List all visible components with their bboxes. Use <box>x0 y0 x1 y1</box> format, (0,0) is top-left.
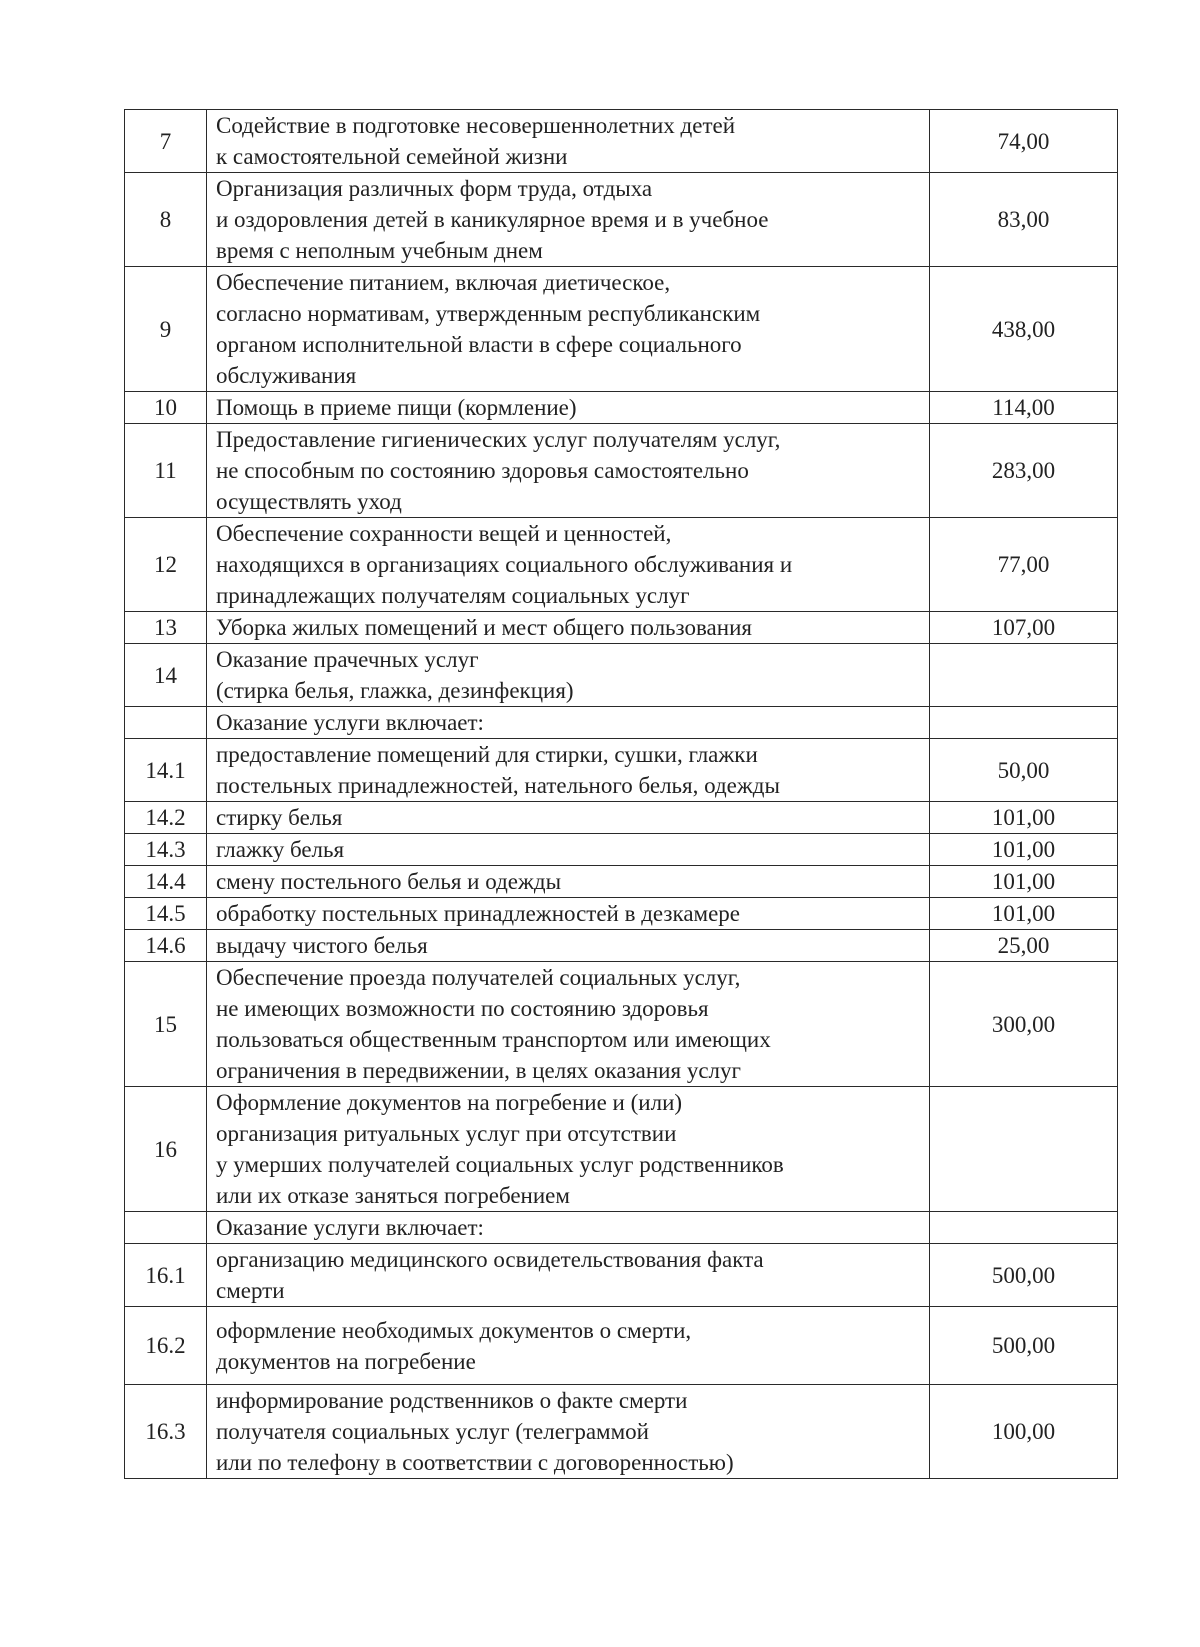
description-line: стирку белья <box>216 805 343 830</box>
table-row <box>125 834 1118 866</box>
price-cell: 25,00 <box>930 930 1118 962</box>
description-line: органом исполнительной власти в сфере социального <box>216 332 742 357</box>
price-cell <box>930 1212 1118 1244</box>
price-cell: 77,00 <box>930 518 1118 612</box>
description-line: (стирка белья, глажка, дезинфекция) <box>216 678 574 703</box>
description-line: осуществлять уход <box>216 489 402 514</box>
service-description-cell <box>207 898 930 930</box>
description-line: смену постельного белья и одежды <box>216 869 562 894</box>
table-row <box>125 802 1118 834</box>
description-line: Оказание услуги включает: <box>216 710 484 735</box>
description-line: ограничения в передвижении, в целях оказания услуг <box>216 1058 741 1083</box>
service-description-cell <box>207 110 930 173</box>
description-line: организацию медицинского освидетельствования факта <box>216 1247 764 1272</box>
table-row <box>125 739 1118 802</box>
service-description-cell <box>207 962 930 1087</box>
item-number-cell: 14.4 <box>125 866 207 898</box>
table-row <box>125 930 1118 962</box>
description-line: организация ритуальных услуг при отсутствии <box>216 1121 677 1146</box>
item-number-cell <box>125 707 207 739</box>
description-line: обработку постельных принадлежностей в дезкамере <box>216 901 741 926</box>
service-description-cell <box>207 267 930 392</box>
item-number-cell: 16 <box>125 1087 207 1212</box>
description-line: не способным по состоянию здоровья самостоятельно <box>216 458 749 483</box>
item-number-cell: 15 <box>125 962 207 1087</box>
price-cell: 101,00 <box>930 834 1118 866</box>
service-description-cell <box>207 707 930 739</box>
price-cell: 107,00 <box>930 612 1118 644</box>
item-number-cell: 14 <box>125 644 207 707</box>
description-line: получателя социальных услуг (телеграммой <box>216 1419 649 1444</box>
item-number-cell: 11 <box>125 424 207 518</box>
description-line: Обеспечение питанием, включая диетическое, <box>216 270 671 295</box>
description-line: Содействие в подготовке несовершеннолетних детей <box>216 113 736 138</box>
table-row <box>125 1307 1118 1385</box>
price-cell: 283,00 <box>930 424 1118 518</box>
table-row <box>125 518 1118 612</box>
item-number-cell: 14.3 <box>125 834 207 866</box>
table-row <box>125 612 1118 644</box>
table-row <box>125 1087 1118 1212</box>
service-description-cell <box>207 518 930 612</box>
description-line: Оформление документов на погребение и (или) <box>216 1090 683 1115</box>
table-row <box>125 392 1118 424</box>
price-cell <box>930 1087 1118 1212</box>
item-number-cell: 10 <box>125 392 207 424</box>
table-row <box>125 1244 1118 1307</box>
item-number-cell: 14.6 <box>125 930 207 962</box>
description-line: постельных принадлежностей, нательного белья, одежды <box>216 773 780 798</box>
price-cell: 83,00 <box>930 173 1118 267</box>
description-line: информирование родственников о факте смерти <box>216 1388 688 1413</box>
item-number-cell: 14.1 <box>125 739 207 802</box>
description-line: согласно нормативам, утвержденным республиканским <box>216 301 761 326</box>
table-row <box>125 173 1118 267</box>
item-number-cell: 8 <box>125 173 207 267</box>
description-line: смерти <box>216 1278 285 1303</box>
price-cell: 300,00 <box>930 962 1118 1087</box>
table-row <box>125 898 1118 930</box>
service-description-cell <box>207 1244 930 1307</box>
table-row <box>125 707 1118 739</box>
description-line: обслуживания <box>216 363 357 388</box>
table-row <box>125 866 1118 898</box>
description-line: Оказание услуги включает: <box>216 1215 484 1240</box>
description-line: Организация различных форм труда, отдыха <box>216 176 653 201</box>
table-row <box>125 1385 1118 1479</box>
item-number-cell: 16.3 <box>125 1385 207 1479</box>
service-description-cell <box>207 930 930 962</box>
service-description-cell <box>207 834 930 866</box>
description-line: или по телефону в соответствии с договоренностью) <box>216 1450 734 1475</box>
description-line: принадлежащих получателям социальных услуг <box>216 583 690 608</box>
description-line: Предоставление гигиенических услуг получателям услуг, <box>216 427 781 452</box>
price-cell <box>930 707 1118 739</box>
description-line: Обеспечение сохранности вещей и ценностей, <box>216 521 672 546</box>
description-line: у умерших получателей социальных услуг родственников <box>216 1152 784 1177</box>
service-description-cell <box>207 644 930 707</box>
table-row <box>125 267 1118 392</box>
description-line: оформление необходимых документов о смерти, <box>216 1317 692 1343</box>
tariff-table <box>124 109 1118 1479</box>
item-number-cell: 13 <box>125 612 207 644</box>
description-line: выдачу чистого белья <box>216 933 428 958</box>
service-description-cell <box>207 612 930 644</box>
description-line: Обеспечение проезда получателей социальных услуг, <box>216 965 741 990</box>
service-description-cell <box>207 1087 930 1212</box>
item-number-cell <box>125 1212 207 1244</box>
table-row <box>125 644 1118 707</box>
price-cell: 438,00 <box>930 267 1118 392</box>
description-line: к самостоятельной семейной жизни <box>216 144 568 169</box>
item-number-cell: 12 <box>125 518 207 612</box>
price-cell: 114,00 <box>930 392 1118 424</box>
description-line: Помощь в приеме пищи (кормление) <box>216 395 577 420</box>
description-line: и оздоровления детей в каникулярное время и в учебное <box>216 207 769 232</box>
description-line: Оказание прачечных услуг <box>216 647 479 672</box>
item-number-cell: 14.5 <box>125 898 207 930</box>
description-line: находящихся в организациях социального обслуживания и <box>216 552 793 577</box>
service-description-cell <box>207 173 930 267</box>
item-number-cell: 7 <box>125 110 207 173</box>
service-description-cell <box>207 424 930 518</box>
price-cell <box>930 644 1118 707</box>
tariff-table-body <box>125 110 1118 1479</box>
price-cell: 101,00 <box>930 802 1118 834</box>
price-cell: 500,00 <box>930 1307 1118 1385</box>
table-row <box>125 1212 1118 1244</box>
service-description-cell <box>207 1385 930 1479</box>
service-description-cell <box>207 392 930 424</box>
item-number-cell: 9 <box>125 267 207 392</box>
description-line: время с неполным учебным днем <box>216 238 543 263</box>
table-row <box>125 110 1118 173</box>
price-cell: 500,00 <box>930 1244 1118 1307</box>
description-line: предоставление помещений для стирки, сушки, глажки <box>216 742 758 767</box>
table-row <box>125 424 1118 518</box>
price-cell: 50,00 <box>930 739 1118 802</box>
price-cell: 101,00 <box>930 866 1118 898</box>
description-line: пользоваться общественным транспортом или имеющих <box>216 1027 771 1052</box>
price-cell: 101,00 <box>930 898 1118 930</box>
service-description-cell <box>207 1307 930 1385</box>
service-description-cell <box>207 866 930 898</box>
item-number-cell: 14.2 <box>125 802 207 834</box>
table-row <box>125 962 1118 1087</box>
service-description-cell <box>207 802 930 834</box>
price-cell: 100,00 <box>930 1385 1118 1479</box>
service-description-cell <box>207 739 930 802</box>
description-line: или их отказе заняться погребением <box>216 1183 570 1208</box>
item-number-cell: 16.2 <box>125 1307 207 1385</box>
description-line: не имеющих возможности по состоянию здоровья <box>216 996 709 1021</box>
service-description-cell <box>207 1212 930 1244</box>
description-line: Уборка жилых помещений и мест общего пользования <box>216 615 752 640</box>
price-cell: 74,00 <box>930 110 1118 173</box>
item-number-cell: 16.1 <box>125 1244 207 1307</box>
description-line: документов на погребение <box>216 1348 476 1374</box>
description-line: глажку белья <box>216 837 345 862</box>
